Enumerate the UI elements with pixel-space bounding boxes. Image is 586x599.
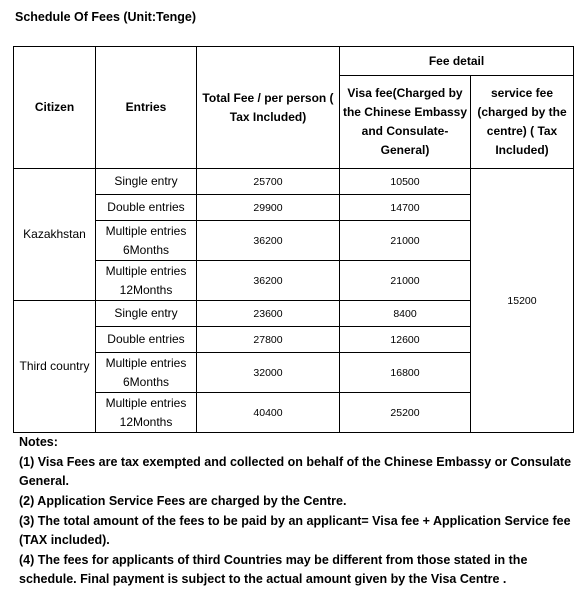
table-header-row bbox=[14, 47, 574, 76]
service-fee-cell: 15200 bbox=[471, 169, 574, 433]
fee-schedule-table bbox=[13, 46, 574, 433]
service-fee-header: service fee (charged by the centre) ( Tax Included) bbox=[471, 76, 574, 169]
entry-cell: Multiple entries 6Months bbox=[96, 353, 197, 393]
entry-cell: Multiple entries 12Months bbox=[96, 261, 197, 301]
total-fee-cell: 36200 bbox=[197, 221, 340, 261]
entry-cell: Single entry bbox=[96, 301, 197, 327]
visa-fee-cell: 16800 bbox=[340, 353, 471, 393]
note-item: (3) The total amount of the fees to be paid by an applicant= Visa fee + Application Service fee (TAX included). bbox=[19, 514, 571, 547]
note-item: (4) The fees for applicants of third Countries may be different from those stated in the schedule. Final payment is subject to the actual amount given by the Visa Centre . bbox=[19, 553, 528, 586]
note-item: (2) Application Service Fees are charged by the Centre. bbox=[19, 494, 347, 508]
visa-fee-cell: 12600 bbox=[340, 327, 471, 353]
visa-fee-cell: 10500 bbox=[340, 169, 471, 195]
total-fee-cell: 40400 bbox=[197, 393, 340, 433]
entry-cell: Multiple entries 12Months bbox=[96, 393, 197, 433]
total-fee-cell: 23600 bbox=[197, 301, 340, 327]
citizen-cell: Third country bbox=[14, 301, 96, 433]
table-row bbox=[14, 169, 574, 195]
total-fee-header: Total Fee / per person ( Tax Included) bbox=[197, 47, 340, 169]
notes-section bbox=[19, 433, 581, 589]
total-fee-cell: 32000 bbox=[197, 353, 340, 393]
entry-cell: Double entries bbox=[96, 195, 197, 221]
visa-fee-cell: 21000 bbox=[340, 261, 471, 301]
entry-cell: Double entries bbox=[96, 327, 197, 353]
total-fee-cell: 29900 bbox=[197, 195, 340, 221]
total-fee-cell: 27800 bbox=[197, 327, 340, 353]
fee-detail-header: Fee detail bbox=[340, 47, 574, 76]
notes-heading: Notes: bbox=[19, 435, 58, 449]
total-fee-cell: 36200 bbox=[197, 261, 340, 301]
page-title: Schedule Of Fees (Unit:Tenge) bbox=[15, 10, 197, 24]
visa-fee-cell: 25200 bbox=[340, 393, 471, 433]
visa-fee-cell: 21000 bbox=[340, 221, 471, 261]
total-fee-cell: 25700 bbox=[197, 169, 340, 195]
entry-cell: Multiple entries 6Months bbox=[96, 221, 197, 261]
citizen-header: Citizen bbox=[14, 47, 96, 169]
entry-cell: Single entry bbox=[96, 169, 197, 195]
note-item: (1) Visa Fees are tax exempted and collected on behalf of the Chinese Embassy or Consulate General. bbox=[19, 455, 572, 488]
entries-header: Entries bbox=[96, 47, 197, 169]
visa-fee-header: Visa fee(Charged by the Chinese Embassy and Consulate-General) bbox=[340, 76, 471, 169]
visa-fee-cell: 8400 bbox=[340, 301, 471, 327]
citizen-cell: Kazakhstan bbox=[14, 169, 96, 301]
visa-fee-cell: 14700 bbox=[340, 195, 471, 221]
